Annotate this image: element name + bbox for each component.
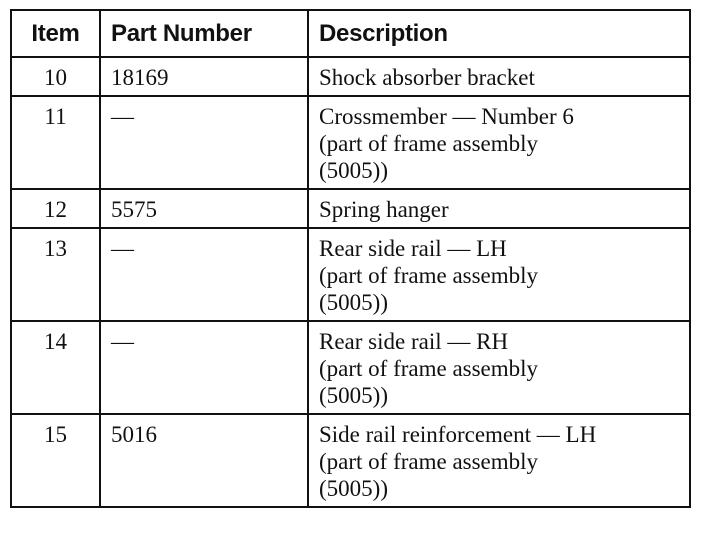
part-number-cell: 18169 bbox=[100, 57, 308, 96]
item-cell: 15 bbox=[11, 414, 100, 507]
table-row bbox=[11, 321, 690, 414]
description-line: (part of frame assembly bbox=[319, 449, 539, 474]
description-line: (part of frame assembly bbox=[319, 131, 539, 156]
part-number-cell: — bbox=[100, 96, 308, 189]
part-number-cell: — bbox=[100, 228, 308, 321]
description-cell bbox=[308, 228, 690, 321]
description-line: (5005)) bbox=[319, 476, 388, 501]
item-cell: 14 bbox=[11, 321, 100, 414]
description-line: (5005)) bbox=[319, 383, 388, 408]
table-header bbox=[11, 10, 690, 57]
table-row bbox=[11, 189, 690, 228]
description-cell bbox=[308, 414, 690, 507]
description-line: Crossmember — Number 6 bbox=[319, 104, 574, 129]
part-number-cell: 5016 bbox=[100, 414, 308, 507]
description-line: Side rail reinforcement — LH bbox=[319, 422, 597, 447]
header-part-number: Part Number bbox=[100, 10, 308, 57]
header-row bbox=[11, 10, 690, 57]
part-number-cell: — bbox=[100, 321, 308, 414]
table-row bbox=[11, 228, 690, 321]
description-line: Spring hanger bbox=[319, 197, 449, 222]
table-body bbox=[11, 57, 690, 507]
description-line: Rear side rail — LH bbox=[319, 236, 507, 261]
description-cell bbox=[308, 189, 690, 228]
part-number-cell: 5575 bbox=[100, 189, 308, 228]
item-cell: 11 bbox=[11, 96, 100, 189]
header-description: Description bbox=[308, 10, 690, 57]
description-cell bbox=[308, 57, 690, 96]
description-cell bbox=[308, 96, 690, 189]
description-line: (5005)) bbox=[319, 290, 388, 315]
description-line: Rear side rail — RH bbox=[319, 329, 509, 354]
item-cell: 12 bbox=[11, 189, 100, 228]
parts-table bbox=[10, 9, 691, 508]
header-item: Item bbox=[11, 10, 100, 57]
item-cell: 10 bbox=[11, 57, 100, 96]
table-row bbox=[11, 414, 690, 507]
item-cell: 13 bbox=[11, 228, 100, 321]
description-line: (5005)) bbox=[319, 158, 388, 183]
description-line: (part of frame assembly bbox=[319, 356, 539, 381]
description-line: (part of frame assembly bbox=[319, 263, 539, 288]
table-row bbox=[11, 96, 690, 189]
description-cell bbox=[308, 321, 690, 414]
table-row bbox=[11, 57, 690, 96]
description-line: Shock absorber bracket bbox=[319, 65, 535, 90]
